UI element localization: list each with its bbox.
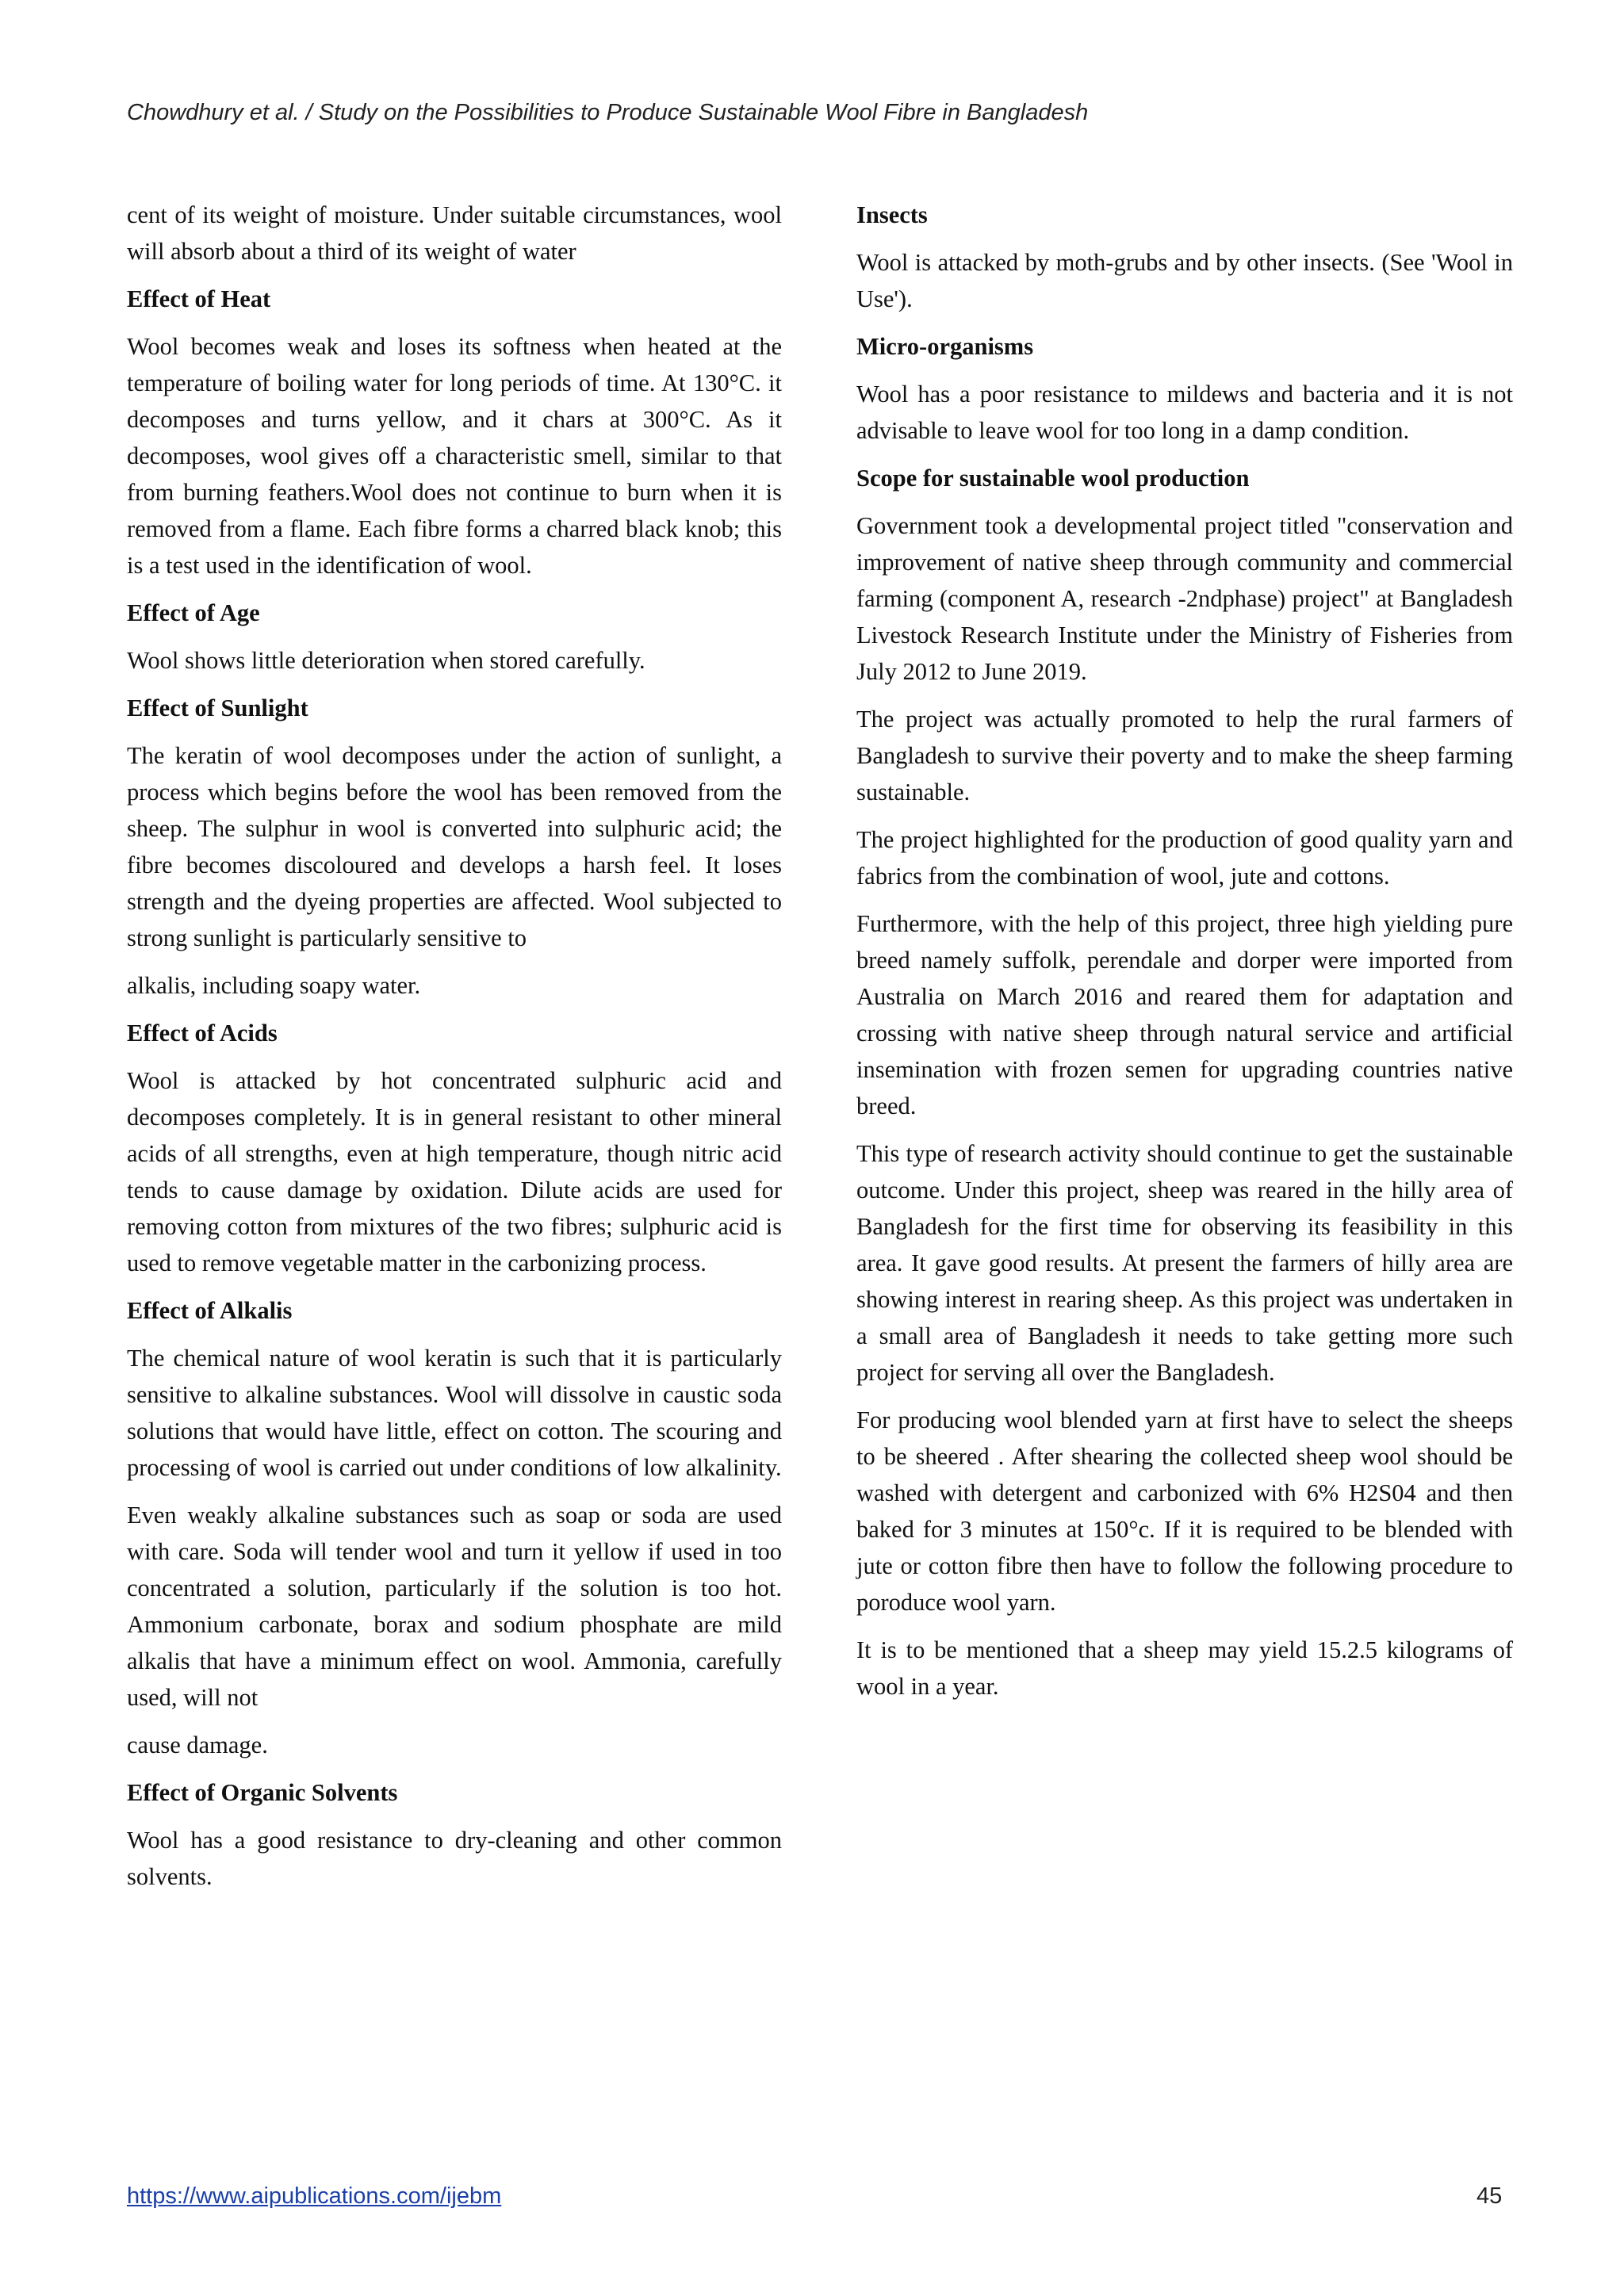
paragraph-scope-2: The project was actually promoted to help the rural farmers of Bangladesh to survive their poverty and to make the sheep farming sustainable. (856, 706, 1513, 806)
heading-effect-of-organic-solvents: Effect of Organic Solvents (127, 1779, 398, 1806)
heading-effect-of-sunlight: Effect of Sunlight (127, 695, 308, 721)
heading-effect-of-alkalis: Effect of Alkalis (127, 1297, 293, 1324)
paragraph-scope-5: This type of research activity should continue to get the sustainable outcome. Under this project, sheep was reared in the hilly area of Bangladesh for the first time for observing its feasibility in this area. It gave good results. At present the farmers of hilly area are showing interest in rearing sheep. As this project was undertaken in a small area of Bangladesh it needs to take getting more such project for serving all over the Bangladesh. (856, 1140, 1513, 1386)
page-number: 45 (1477, 2183, 1503, 2209)
heading-scope: Scope for sustainable wool production (856, 465, 1250, 492)
paragraph-age: Wool shows little deterioration when stored carefully. (127, 647, 645, 674)
heading-effect-of-age: Effect of Age (127, 599, 260, 626)
paragraph-solvents: Wool has a good resistance to dry-cleaning and other common solvents. (127, 1827, 782, 1890)
paragraph-insects: Wool is attacked by moth-grubs and by other insects. (See 'Wool in Use'). (856, 249, 1513, 312)
paragraph-alkalis-1: The chemical nature of wool keratin is such that it is particularly sensitive to alkaline substances. Wool will dissolve in caustic soda solutions that would have little, effect on cotton. The scouring and processing of wool is carried out under conditions of low alkalinity. (127, 1345, 782, 1481)
paragraph-micro-organisms: Wool has a poor resistance to mildews and bacteria and it is not advisable to leave wool for too long in a damp condition. (856, 381, 1513, 444)
running-head: Chowdhury et al. / Study on the Possibilities to Produce Sustainable Wool Fibre in Bangladesh (127, 100, 1089, 125)
right-column (856, 197, 1513, 1716)
paragraph-heat: Wool becomes weak and loses its softness when heated at the temperature of boiling water for long periods of time. At 130°C. it decomposes and turns yellow, and it chars at 300°C. As it decomposes, wool gives off a characteristic smell, similar to that from burning feathers.Wool does not continue to burn when it is removed from a flame. Each fibre forms a charred black knob; this is a test used in the identification of wool. (127, 333, 782, 579)
paragraph-sunlight-continued: alkalis, including soapy water. (127, 972, 421, 999)
paragraph-scope-4: Furthermore, with the help of this project, three high yielding pure breed namely suffolk, perendale and dorper were imported from Australia on March 2016 and reared them for adaptation and crossing with native sheep through natural service and artificial insemination with frozen semen for upgrading countries native breed. (856, 910, 1513, 1119)
paragraph-scope-7: It is to be mentioned that a sheep may yield 15.2.5 kilograms of wool in a year. (856, 1636, 1513, 1700)
heading-effect-of-heat: Effect of Heat (127, 285, 271, 312)
paragraph-scope-6: For producing wool blended yarn at first have to select the sheeps to be sheered . After shearing the collected sheep wool should be washed with detergent and carbonized with 6% H2S04 and then baked for 3 minutes at 150°c. If it is required to be blended with jute or cotton fibre then have to follow the following procedure to poroduce wool yarn. (856, 1406, 1513, 1616)
heading-effect-of-acids: Effect of Acids (127, 1020, 278, 1047)
heading-insects: Insects (856, 201, 928, 228)
paragraph-alkalis-continued: cause damage. (127, 1732, 268, 1758)
paragraph-sunlight: The keratin of wool decomposes under the action of sunlight, a process which begins before the wool has been removed from the sheep. The sulphur in wool is converted into sulphuric acid; the fibre becomes discoloured and develops a harsh feel. It loses strength and the dyeing properties are affected. Wool subjected to strong sunlight is particularly sensitive to (127, 742, 782, 951)
paragraph-scope-1: Government took a developmental project titled "conservation and improvement of native sheep through community and commercial farming (component A, research -2ndphase) project" at Bangladesh Livestock Research Institute under the Ministry of Fisheries from July 2012 to June 2019. (856, 512, 1513, 685)
left-column (127, 197, 782, 1906)
journal-url-link[interactable]: https://www.aipublications.com/ijebm (127, 2183, 502, 2209)
paragraph-alkalis-2: Even weakly alkaline substances such as soap or soda are used with care. Soda will tender wool and turn it yellow if used in too concentrated a solution, particularly if the solution is too hot. Ammonium carbonate, borax and sodium phosphate are mild alkalis that have a minimum effect on wool. Ammonia, carefully used, will not (127, 1502, 782, 1711)
paragraph-intro: cent of its weight of moisture. Under suitable circumstances, wool will absorb about a third of its weight of water (127, 201, 782, 265)
paragraph-acids: Wool is attacked by hot concentrated sulphuric acid and decomposes completely. It is in general resistant to other mineral acids of all strengths, even at high temperature, though nitric acid tends to cause damage by oxidation. Dilute acids are used for removing cotton from mixtures of the two fibres; sulphuric acid is used to remove vegetable matter in the carbonizing process. (127, 1067, 782, 1276)
paragraph-scope-3: The project highlighted for the production of good quality yarn and fabrics from the combination of wool, jute and cottons. (856, 826, 1513, 890)
heading-micro-organisms: Micro-organisms (856, 333, 1034, 360)
